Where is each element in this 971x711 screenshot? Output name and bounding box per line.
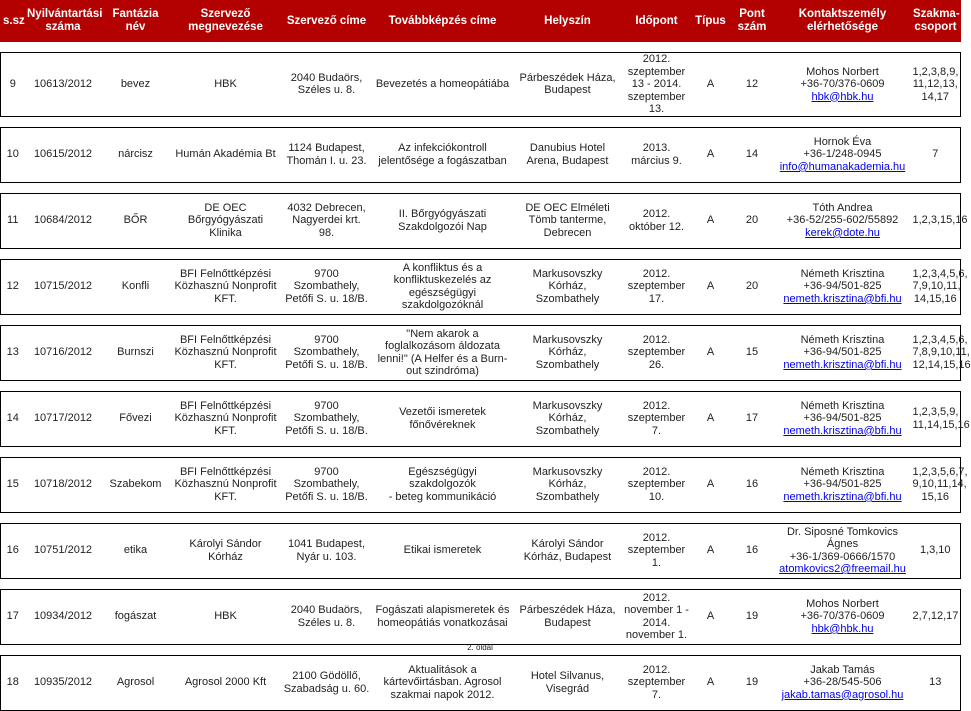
- cell-contact: [775, 325, 911, 380]
- cell-title: Aktualitások a kártevőirtásban. Agrosol szakmai napok 2012.: [372, 655, 514, 710]
- contact-phone: +36-52/255-602/55892: [786, 214, 899, 227]
- contact-name: Hornok Éva: [813, 135, 872, 148]
- contact-email-link[interactable]: hbk@hbk.hu: [811, 622, 874, 635]
- cell-venue: DE OEC Elméleti Tömb tanterme, Debrecen: [514, 193, 622, 248]
- contact-email-link[interactable]: nemeth.krisztina@bfi.hu: [783, 424, 902, 437]
- cell-num: 18: [1, 655, 25, 710]
- cell-org: BFI Felnőttképzési Közhasznú Nonprofit KFT.: [170, 457, 282, 512]
- cell-code: 10935/2012: [25, 655, 102, 710]
- header-cell-points: Pont szám: [730, 1, 775, 42]
- cell-title: Etikai ismeretek: [372, 523, 514, 578]
- cell-groups: 1,2,3,5,9, 11,14,15,16: [911, 391, 961, 446]
- contact-phone: +36-70/376-0609: [800, 610, 885, 623]
- contact-email-link[interactable]: hbk@hbk.hu: [811, 90, 874, 103]
- row-spacer: [1, 314, 961, 325]
- contact-phone: +36-28/545-506: [803, 676, 882, 689]
- table-row: [1, 193, 961, 248]
- contact-phone: +36-94/501-825: [803, 280, 882, 293]
- cell-date: 2012. október 12.: [622, 193, 692, 248]
- cell-title: Az infekciókontroll jelentősége a fogászatban: [372, 127, 514, 182]
- cell-address: 9700 Szombathely, Petőfi S. u. 18/B.: [282, 457, 372, 512]
- cell-venue: Danubius Hotel Arena, Budapest: [514, 127, 622, 182]
- cell-date: 2013. március 9.: [622, 127, 692, 182]
- cell-type: A: [692, 457, 730, 512]
- cell-date: 2012. szeptember 7.: [622, 391, 692, 446]
- cell-num: 13: [1, 325, 25, 380]
- contact-email-link[interactable]: kerek@dote.hu: [805, 226, 880, 239]
- header-cell-org: Szervező megnevezése: [170, 1, 282, 42]
- contact-email-link[interactable]: atomkovics2@freemail.hu: [779, 563, 906, 575]
- cell-venue: Markusovszky Kórház, Szombathely: [514, 325, 622, 380]
- cell-org: BFI Felnőttképzési Közhasznú Nonprofit KFT.: [170, 325, 282, 380]
- contact-name: Németh Krisztina: [800, 267, 885, 280]
- cell-venue: Párbeszédek Háza, Budapest: [514, 53, 622, 117]
- contact-phone: +36-1/369-0666/1570: [789, 550, 896, 563]
- row-spacer: [1, 446, 961, 457]
- cell-type: A: [692, 53, 730, 117]
- header-row: [1, 1, 961, 42]
- cell-nick: Szabekom: [102, 457, 170, 512]
- cell-org: HBK: [170, 589, 282, 644]
- cell-title: II. Bőrgyógyászati Szakdolgozói Nap: [372, 193, 514, 248]
- contact-name: Mohos Norbert: [806, 65, 879, 78]
- cell-code: 10615/2012: [25, 127, 102, 182]
- cell-date: 2012. szeptember 10.: [622, 457, 692, 512]
- cell-groups: 13: [911, 655, 961, 710]
- cell-groups: 7: [911, 127, 961, 182]
- cell-address: 2100 Gödöllő, Szabadság u. 60.: [282, 655, 372, 710]
- cell-type: A: [692, 655, 730, 710]
- cell-code: 10715/2012: [25, 259, 102, 314]
- contact-name: Németh Krisztina: [800, 333, 885, 346]
- cell-type: A: [692, 391, 730, 446]
- contact-email-link[interactable]: nemeth.krisztina@bfi.hu: [783, 358, 902, 371]
- cell-groups: 1,2,3,15,16: [911, 193, 961, 248]
- row-spacer: [1, 512, 961, 523]
- row-spacer: [1, 116, 961, 127]
- cell-code: 10751/2012: [25, 523, 102, 578]
- cell-org: DE OEC Bőrgyógyászati Klinika: [170, 193, 282, 248]
- cell-num: 11: [1, 193, 25, 248]
- header-cell-contact: Kontaktszemély elérhetősége: [775, 1, 911, 42]
- cell-address: 2040 Budaörs, Széles u. 8.: [282, 53, 372, 117]
- cell-points: 19: [730, 655, 775, 710]
- cell-points: 20: [730, 193, 775, 248]
- cell-type: A: [692, 193, 730, 248]
- cell-date: 2012. szeptember 13 - 2014. szeptember 13.: [622, 53, 692, 117]
- contact-phone: +36-70/376-0609: [800, 78, 885, 90]
- cell-contact: [775, 193, 911, 248]
- cell-num: 10: [1, 127, 25, 182]
- cell-code: 10718/2012: [25, 457, 102, 512]
- cell-points: 20: [730, 259, 775, 314]
- cell-nick: nárcisz: [102, 127, 170, 182]
- row-spacer: [1, 182, 961, 193]
- cell-date: 2012. szeptember 17.: [622, 259, 692, 314]
- cell-date: 2012. szeptember 26.: [622, 325, 692, 380]
- cell-address: 4032 Debrecen, Nagyerdei krt. 98.: [282, 193, 372, 248]
- cell-venue: Károlyi Sándor Kórház, Budapest: [514, 523, 622, 578]
- cell-title: Bevezetés a homeopátiába: [372, 53, 514, 117]
- cell-address: 2040 Budaörs, Széles u. 8.: [282, 589, 372, 644]
- cell-venue: Markusovszky Kórház, Szombathely: [514, 457, 622, 512]
- cell-groups: 1,2,3,8,9, 11,12,13, 14,17: [911, 53, 961, 117]
- cell-address: 1041 Budapest, Nyár u. 103.: [282, 523, 372, 578]
- cell-code: 10716/2012: [25, 325, 102, 380]
- cell-type: A: [692, 523, 730, 578]
- cell-date: 2012. szeptember 1.: [622, 523, 692, 578]
- header-cell-num: s.sz: [1, 1, 25, 42]
- row-spacer: [1, 578, 961, 589]
- table-body: [1, 42, 971, 711]
- cell-nick: Burnszi: [102, 325, 170, 380]
- cell-address: 9700 Szombathely, Petőfi S. u. 18/B.: [282, 259, 372, 314]
- contact-phone: +36-1/248-0945: [803, 148, 882, 161]
- cell-points: 15: [730, 325, 775, 380]
- cell-contact: [775, 127, 911, 182]
- cell-num: 17: [1, 589, 25, 644]
- cell-code: 10934/2012: [25, 589, 102, 644]
- cell-org: BFI Felnőttképzési Közhasznú Nonprofit KFT.: [170, 391, 282, 446]
- contact-email-link[interactable]: jakab.tamas@agrosol.hu: [781, 688, 904, 701]
- cell-contact: [775, 523, 911, 578]
- cell-venue: Markusovszky Kórház, Szombathely: [514, 391, 622, 446]
- cell-date: 2012. november 1 - 2014. november 1.: [622, 589, 692, 644]
- cell-type: A: [692, 589, 730, 644]
- contact-email-link[interactable]: info@humanakademia.hu: [779, 160, 906, 173]
- contact-email-link[interactable]: nemeth.krisztina@bfi.hu: [783, 292, 902, 305]
- cell-num: 15: [1, 457, 25, 512]
- contact-name: Mohos Norbert: [806, 597, 879, 610]
- cell-contact: [775, 457, 911, 512]
- cell-venue: Párbeszédek Háza, Budapest: [514, 589, 622, 644]
- cell-nick: Fővezi: [102, 391, 170, 446]
- page-number: 2. oldal: [467, 643, 493, 652]
- cell-groups: 1,2,3,4,5,6, 7,8,9,10,11, 12,14,15,16: [911, 325, 961, 380]
- header-cell-venue: Helyszín: [514, 1, 622, 42]
- cell-contact: [775, 259, 911, 314]
- cell-org: Károlyi Sándor Kórház: [170, 523, 282, 578]
- table-row: [1, 127, 961, 182]
- cell-groups: 2,7,12,17: [911, 589, 961, 644]
- cell-points: 12: [730, 53, 775, 117]
- cell-num: 9: [1, 53, 25, 117]
- cell-venue: Markusovszky Kórház, Szombathely: [514, 259, 622, 314]
- cell-groups: 1,2,3,4,5,6, 7,9,10,11, 14,15,16: [911, 259, 961, 314]
- header-cell-type: Típus: [692, 1, 730, 42]
- cell-org: BFI Felnőttképzési Közhasznú Nonprofit KFT.: [170, 259, 282, 314]
- header-cell-date: Időpont: [622, 1, 692, 42]
- contact-name: Németh Krisztina: [800, 465, 885, 478]
- contact-phone: +36-94/501-825: [803, 412, 882, 425]
- table-row: [1, 391, 961, 446]
- cell-contact: [775, 655, 911, 710]
- cell-org: Agrosol 2000 Kft: [170, 655, 282, 710]
- table-row: [1, 655, 961, 710]
- cell-org: Humán Akadémia Bt: [170, 127, 282, 182]
- header-cell-title: Továbbképzés címe: [372, 1, 514, 42]
- contact-phone: +36-94/501-825: [803, 478, 882, 491]
- cell-groups: 1,2,3,5,6,7, 9,10,11,14, 15,16: [911, 457, 961, 512]
- cell-groups: 1,3,10: [911, 523, 961, 578]
- cell-title: Egészségügyi szakdolgozók - beteg kommunikáció: [372, 457, 514, 512]
- cell-address: 9700 Szombathely, Petőfi S. u. 18/B.: [282, 391, 372, 446]
- row-spacer: [1, 42, 961, 53]
- cell-type: A: [692, 127, 730, 182]
- cell-code: 10684/2012: [25, 193, 102, 248]
- cell-date: 2012. szeptember 7.: [622, 655, 692, 710]
- cell-num: 16: [1, 523, 25, 578]
- cell-contact: [775, 53, 911, 117]
- cell-title: Fogászati alapismeretek és homeopátiás vonatkozásai: [372, 589, 514, 644]
- cell-address: 1124 Budapest, Thomán I. u. 23.: [282, 127, 372, 182]
- row-spacer: [1, 248, 961, 259]
- table-row: [1, 589, 961, 644]
- cell-venue: Hotel Silvanus, Visegrád: [514, 655, 622, 710]
- table-row: [1, 259, 961, 314]
- header-cell-code: Nyilvántartási száma: [25, 1, 102, 42]
- cell-title: "Nem akarok a foglalkozásom áldozata lenni!" (A Helfer és a Burn- out szindróma): [372, 325, 514, 380]
- cell-num: 14: [1, 391, 25, 446]
- cell-nick: fogászat: [102, 589, 170, 644]
- cell-address: 9700 Szombathely, Petőfi S. u. 18/B.: [282, 325, 372, 380]
- cell-num: 12: [1, 259, 25, 314]
- contact-email-link[interactable]: nemeth.krisztina@bfi.hu: [783, 490, 902, 503]
- contact-name: Jakab Tamás: [810, 663, 875, 676]
- cell-points: 16: [730, 457, 775, 512]
- cell-nick: Konfli: [102, 259, 170, 314]
- header-cell-nick: Fantázia név: [102, 1, 170, 42]
- table-row: [1, 523, 961, 578]
- header-cell-groups: Szakma- csoport: [911, 1, 961, 42]
- table-row: [1, 457, 961, 512]
- cell-nick: Agrosol: [102, 655, 170, 710]
- cell-type: A: [692, 259, 730, 314]
- cell-nick: bevez: [102, 53, 170, 117]
- contact-phone: +36-94/501-825: [803, 346, 882, 359]
- cell-code: 10613/2012: [25, 53, 102, 117]
- cell-title: Vezetői ismeretek főnővéreknek: [372, 391, 514, 446]
- cell-type: A: [692, 325, 730, 380]
- table-row: [1, 53, 961, 117]
- cell-contact: [775, 391, 911, 446]
- contact-name: Dr. Siposné Tomkovics Ágnes: [786, 525, 899, 550]
- cell-nick: BŐR: [102, 193, 170, 248]
- cell-points: 19: [730, 589, 775, 644]
- cell-org: HBK: [170, 53, 282, 117]
- cell-code: 10717/2012: [25, 391, 102, 446]
- cell-nick: etika: [102, 523, 170, 578]
- cell-points: 14: [730, 127, 775, 182]
- cell-points: 17: [730, 391, 775, 446]
- table-row: [1, 325, 961, 380]
- cell-contact: [775, 589, 911, 644]
- cell-points: 16: [730, 523, 775, 578]
- contact-name: Németh Krisztina: [800, 399, 885, 412]
- cell-title: A konfliktus és a konfliktuskezelés az egészségügyi szakdolgozóknál: [372, 259, 514, 314]
- header-cell-address: Szervező címe: [282, 1, 372, 42]
- contact-name: Tóth Andrea: [812, 201, 873, 214]
- row-spacer: [1, 380, 961, 391]
